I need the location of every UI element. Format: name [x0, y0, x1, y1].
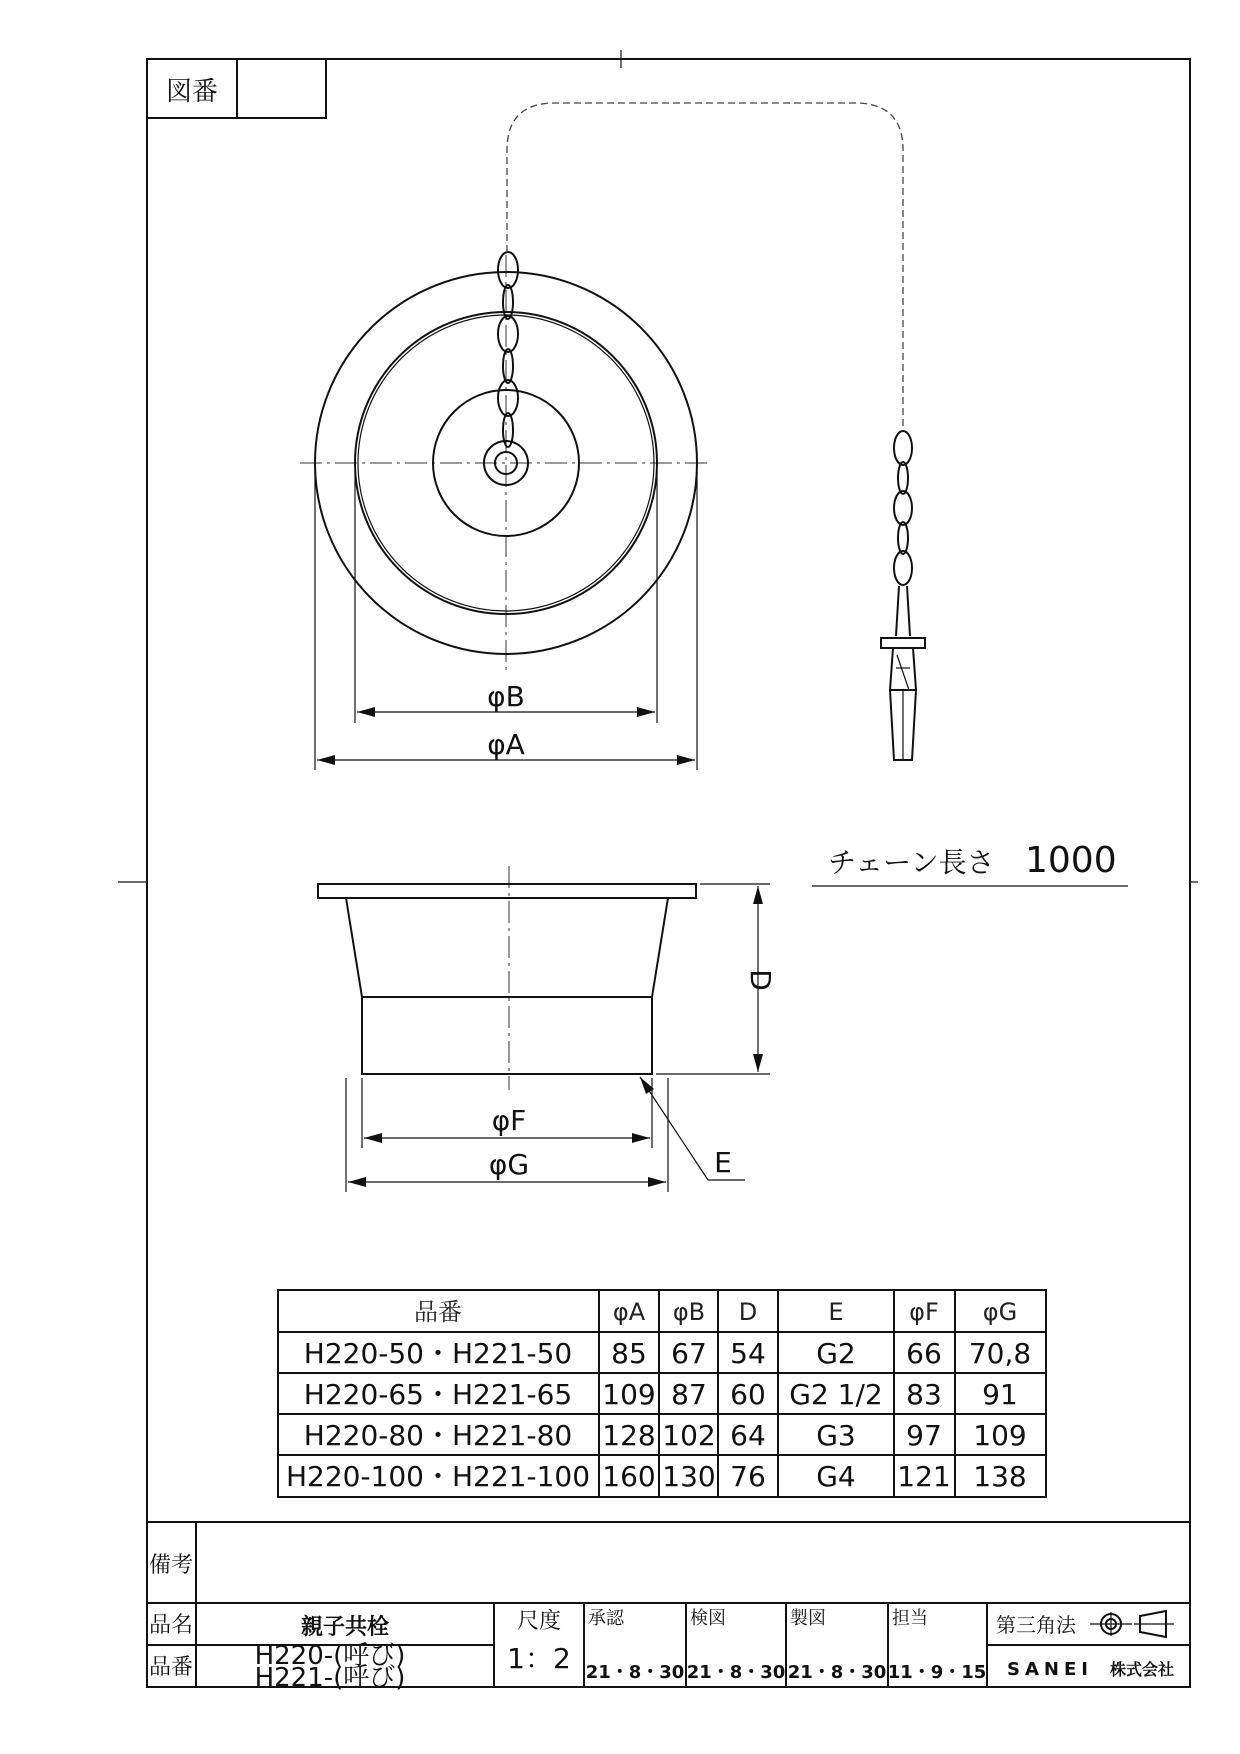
- table-cell: 87: [671, 1378, 707, 1411]
- table-cell: 91: [982, 1378, 1018, 1411]
- draft-date: 21・8・30: [787, 1662, 887, 1683]
- table-cell: 67: [671, 1337, 707, 1370]
- table-cell: 138: [973, 1460, 1027, 1493]
- table-cell: 160: [602, 1460, 656, 1493]
- approval-label: 承認: [588, 1608, 624, 1629]
- table-cell: G2 1/2: [789, 1378, 883, 1411]
- check-label: 検図: [690, 1608, 726, 1629]
- table-cell: 64: [730, 1419, 766, 1452]
- product-name: 親子共栓: [300, 1615, 390, 1640]
- draft-label: 製図: [790, 1608, 826, 1629]
- table-header-phi-g: φG: [982, 1298, 1018, 1326]
- table-cell: G3: [816, 1419, 856, 1452]
- side-view: [318, 866, 696, 1090]
- chain-path-dashed: [507, 103, 903, 430]
- table-cell: 85: [611, 1337, 647, 1370]
- table-header-e: E: [828, 1298, 844, 1326]
- dim-phi-a-label: φA: [487, 728, 525, 761]
- check-date: 21・8・30: [686, 1662, 786, 1683]
- chain-length-label: チェーン長さ: [828, 846, 995, 879]
- table-cell: 102: [662, 1419, 716, 1452]
- product-name-label: 品名: [148, 1613, 194, 1638]
- table-cell: H220-50・H221-50: [303, 1337, 573, 1370]
- approval-date: 21・8・30: [585, 1662, 685, 1683]
- dim-e-label: E: [714, 1146, 732, 1179]
- table-cell: 130: [662, 1460, 716, 1493]
- table-cell: 66: [906, 1337, 942, 1370]
- dim-phi-g-label: φG: [488, 1148, 530, 1181]
- chain-left: [498, 252, 518, 447]
- table-cell: 83: [906, 1378, 942, 1411]
- side-flange: [318, 884, 696, 898]
- chain-right: [894, 431, 912, 636]
- third-angle-projection-icon: [1090, 1611, 1174, 1637]
- rubber-outer-circle: [355, 312, 657, 614]
- table-cell: H220-65・H221-65: [303, 1378, 573, 1411]
- part-number-label: 品番: [148, 1655, 194, 1680]
- table-cell: 60: [730, 1378, 766, 1411]
- side-body: [362, 997, 652, 1074]
- chain-length-value: 1000: [1025, 840, 1117, 881]
- table-cell: 76: [730, 1460, 766, 1493]
- small-plug: [881, 638, 925, 760]
- remarks-label: 備考: [148, 1553, 194, 1578]
- table-cell: 54: [730, 1337, 766, 1370]
- dim-d-label: D: [744, 969, 777, 991]
- table-cell: 109: [973, 1419, 1027, 1452]
- scale-label: 尺度: [516, 1609, 562, 1634]
- table-header-part: 品番: [414, 1298, 462, 1326]
- table-cell: G2: [816, 1337, 856, 1370]
- drawing-number-label: 図番: [165, 77, 219, 107]
- table-cell: 97: [906, 1419, 942, 1452]
- part-number-line1: H220-(呼び): [254, 1641, 406, 1671]
- company-suffix: 株式会社: [1110, 1660, 1175, 1679]
- dim-phi-f-label: φF: [491, 1104, 527, 1137]
- table-cell: 109: [602, 1378, 656, 1411]
- table-cell: 128: [602, 1419, 656, 1452]
- table-header-d: D: [738, 1298, 758, 1326]
- table-header-phi-a: φA: [612, 1298, 646, 1326]
- table-cell: G4: [816, 1460, 856, 1493]
- table-cell: 70,8: [968, 1337, 1032, 1370]
- charge-label: 担当: [892, 1608, 928, 1629]
- scale-value: 1：2: [507, 1642, 571, 1675]
- table-header-phi-f: φF: [909, 1298, 939, 1326]
- charge-date: 11・9・15: [887, 1662, 987, 1683]
- company-name: SANEI: [1007, 1659, 1093, 1680]
- table-header-phi-b: φB: [672, 1298, 706, 1326]
- table-cell: H220-100・H221-100: [285, 1460, 591, 1493]
- table-cell: 121: [897, 1460, 951, 1493]
- part-number-line2: H221-(呼び): [254, 1663, 406, 1693]
- projection-label: 第三角法: [996, 1613, 1076, 1637]
- dim-phi-b-label: φB: [487, 680, 525, 713]
- table-cell: H220-80・H221-80: [303, 1419, 573, 1452]
